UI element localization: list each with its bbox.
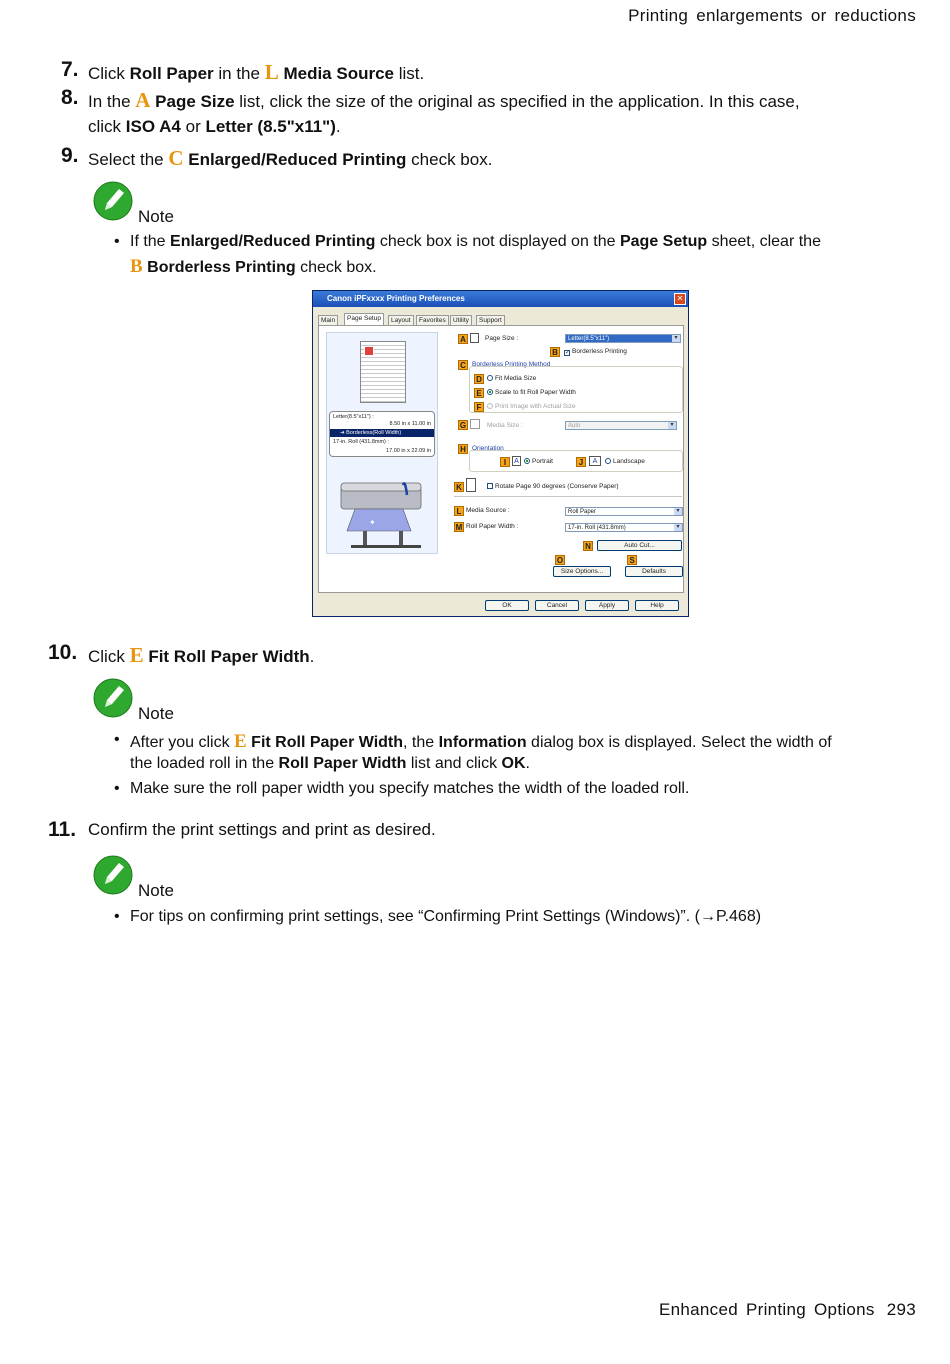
scale-to-fit-radio[interactable]: Scale to fit Roll Paper Width	[487, 389, 576, 396]
printing-preferences-dialog-screenshot	[312, 290, 689, 617]
roll-info-label: 17-in. Roll (431.8mm) :	[333, 439, 389, 445]
bullet: •	[114, 233, 120, 250]
dialog-titlebar	[313, 291, 688, 307]
size-options-button[interactable]: Size Options...	[553, 566, 611, 577]
note-label: Note	[138, 881, 174, 900]
step-7-text: Click Roll Paper in the L Media Source list.	[88, 60, 425, 84]
step-8-line2: click ISO A4 or Letter (8.5"x11").	[88, 117, 341, 136]
roll-width-select[interactable]: 17-in. Roll (431.8mm) ▾	[565, 523, 683, 532]
step-8-line1: In the A Page Size list, click the size of the original as specified in the application. In this case,	[88, 88, 800, 112]
footer-section: Enhanced Printing Options	[658, 1300, 875, 1319]
size-info-box	[329, 411, 435, 457]
portrait-radio[interactable]: Portrait	[524, 458, 553, 465]
actual-size-radio[interactable]: Print Image with Actual Size	[487, 403, 576, 410]
size-info-label: Letter(8.5"x11") :	[333, 414, 374, 420]
tag-g: G	[459, 421, 467, 430]
divider	[454, 496, 682, 497]
borderless-checkbox[interactable]: ✓ Borderless Printing	[565, 348, 627, 356]
note-pencil-icon	[93, 855, 133, 895]
bullet: •	[114, 908, 120, 925]
roll-width-label: Roll Paper Width :	[466, 523, 519, 530]
step-number: 9.	[61, 144, 79, 167]
step-number: 8.	[61, 86, 79, 109]
tag-j: J	[576, 457, 586, 467]
apply-button[interactable]: Apply	[585, 600, 629, 611]
page-size-icon	[470, 333, 479, 343]
preview-area	[326, 332, 438, 554]
cancel-button[interactable]: Cancel	[535, 600, 579, 611]
tag-h: H	[458, 444, 468, 454]
rotate-icon	[466, 478, 476, 492]
tag-m: M	[455, 523, 463, 532]
tag-e: E	[474, 388, 484, 398]
note-pencil-icon	[93, 181, 133, 221]
media-size-select[interactable]: Auto ▾	[565, 421, 677, 430]
tag-n: N	[583, 541, 593, 551]
tag-d: D	[474, 374, 484, 384]
bullet: •	[114, 780, 120, 797]
orientation-group-label: Orientation	[472, 445, 504, 452]
step-number: 7.	[61, 58, 79, 81]
step-10-text: Click E Fit Roll Paper Width.	[88, 643, 315, 667]
mode-bar: ➜ Borderless(Roll Width)	[330, 429, 434, 437]
media-source-select[interactable]: Roll Paper ▾	[565, 507, 683, 516]
running-header: Printing enlargements or reductions	[628, 6, 916, 25]
tag-f: F	[474, 402, 484, 412]
landscape-icon: A	[589, 456, 601, 466]
help-button[interactable]: Help	[635, 600, 679, 611]
size-info-value: 8.50 in x 11.00 in	[389, 421, 431, 427]
media-size-icon	[470, 419, 480, 429]
tag-a: A	[458, 334, 468, 344]
landscape-radio[interactable]: Landscape	[605, 458, 645, 465]
note-2-bullet-1-line2: the loaded roll in the Roll Paper Width list and click OK.	[130, 755, 530, 772]
note-1-bullet-line2: B Borderless Printing check box.	[130, 256, 377, 277]
page-size-select[interactable]: Letter(8.5"x11") ▾	[565, 334, 681, 343]
callout-letter-c: C	[168, 146, 184, 170]
tag-l: L	[454, 506, 464, 516]
note-2-bullet-1-line1: After you click E Fit Roll Paper Width, the Information dialog box is displayed. Select the width of	[130, 731, 832, 752]
ok-button[interactable]: OK	[485, 600, 529, 611]
tag-k: K	[454, 482, 464, 492]
rotate-page-checkbox[interactable]: Rotate Page 90 degrees (Conserve Paper)	[487, 483, 619, 490]
media-size-label: Media Size :	[487, 422, 523, 429]
fit-media-size-radio[interactable]: Fit Media Size	[487, 375, 536, 382]
callout-letter-l: L	[264, 60, 279, 84]
callout-letter-b: B	[130, 256, 143, 277]
tag-i: I	[500, 457, 510, 467]
running-footer	[659, 1300, 916, 1320]
svg-text:✦: ✦	[369, 518, 376, 527]
tab-support[interactable]: Support	[476, 315, 505, 326]
close-icon[interactable]: ✕	[674, 293, 686, 305]
step-11-text: Confirm the print settings and print as desired.	[88, 820, 436, 839]
callout-letter-e: E	[129, 643, 144, 667]
tab-utility[interactable]: Utility	[450, 315, 472, 326]
tab-page-setup[interactable]: Page Setup	[344, 313, 384, 326]
tab-favorites[interactable]: Favorites	[416, 315, 449, 326]
note-1-bullet-line1: If the Enlarged/Reduced Printing check box is not displayed on the Page Setup sheet, clear the	[130, 233, 821, 250]
tab-layout[interactable]: Layout	[388, 315, 414, 326]
note-label: Note	[138, 207, 174, 226]
callout-letter-e: E	[234, 731, 247, 752]
tag-o: O	[556, 556, 564, 565]
step-number: 11.	[48, 818, 77, 841]
page-setup-panel	[318, 325, 684, 593]
bullet: •	[114, 731, 120, 748]
tag-c: C	[458, 360, 468, 370]
tag-s: S	[627, 555, 637, 565]
callout-letter-a: A	[135, 88, 151, 112]
page-number: 293	[886, 1300, 916, 1319]
page-preview-thumbnail	[360, 341, 406, 403]
page-size-label: Page Size :	[485, 335, 519, 342]
note-3-bullet[interactable]: For tips on confirming print settings, see “Confirming Print Settings (Windows)”. (→P.468)	[130, 908, 762, 925]
method-group-label: Borderless Printing Method	[472, 361, 551, 368]
printer-illustration	[333, 475, 433, 551]
note-pencil-icon	[93, 678, 133, 718]
note-label: Note	[138, 704, 174, 723]
defaults-button[interactable]: Defaults	[625, 566, 683, 577]
step-number: 10.	[48, 641, 78, 664]
roll-info-value: 17.00 in x 22.09 in	[386, 448, 431, 454]
portrait-icon: A	[512, 456, 521, 466]
note-2-bullet-2: Make sure the roll paper width you specify matches the width of the loaded roll.	[130, 780, 690, 797]
step-9-text: Select the C Enlarged/Reduced Printing check box.	[88, 146, 493, 170]
dialog-title: Canon iPFxxxx Printing Preferences	[327, 294, 465, 303]
tag-b: B	[550, 347, 560, 357]
media-source-label: Media Source :	[466, 507, 510, 514]
auto-cut-button[interactable]: Auto Cut...	[597, 540, 682, 551]
tab-main[interactable]: Main	[318, 315, 338, 326]
